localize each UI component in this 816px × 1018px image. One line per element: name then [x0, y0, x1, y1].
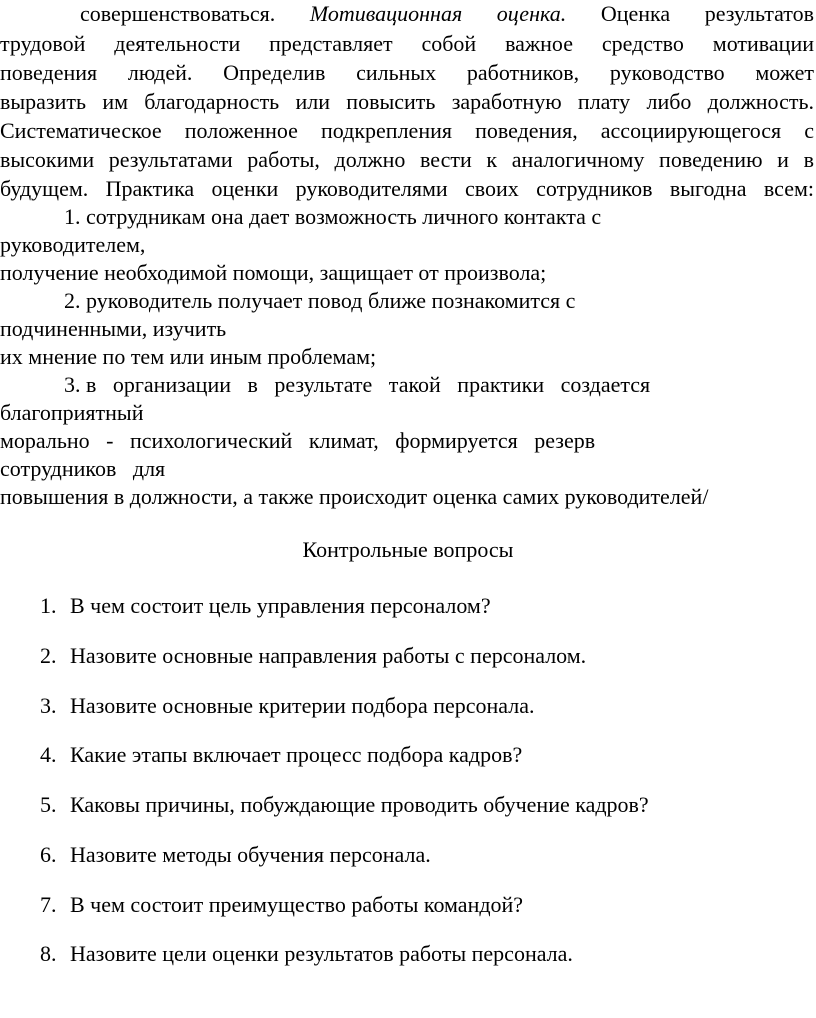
list-item-3-line-2: благоприятный — [0, 400, 144, 425]
list-item-2-line-3: их мнение по тем или иным проблемам; — [0, 344, 377, 369]
question-item — [40, 940, 573, 968]
question-number: 2. — [40, 643, 57, 668]
question-item — [40, 741, 522, 769]
question-item — [40, 891, 523, 919]
paragraph-line-4: выразить им благодарность или повысить заработную плату либо должность. — [0, 89, 814, 114]
list-item-1-line-2: руководителем, — [0, 232, 146, 257]
question-text: Назовите методы обучения персонала. — [70, 842, 431, 867]
question-item — [40, 592, 491, 620]
question-text: Какие этапы включает процесс подбора кадров? — [70, 742, 523, 767]
paragraph-italic-phrase: Мотивационная оценка. — [309, 1, 567, 26]
question-number: 8. — [40, 941, 57, 966]
question-number: 3. — [40, 693, 57, 718]
question-item — [40, 642, 586, 670]
list-item-1-line-1: 1. сотрудникам она дает возможность личного контакта с — [64, 204, 602, 229]
paragraph-line-2: трудовой деятельности представляет собой важное средство мотивации — [0, 31, 814, 56]
list-item-1-line-3: получение необходимой помощи, защищает от произвола; — [0, 260, 547, 285]
question-number: 1. — [40, 593, 57, 618]
list-item-2-line-2: подчиненными, изучить — [0, 316, 227, 341]
paragraph-line-3: поведения людей. Определив сильных работников, руководство может — [0, 60, 814, 85]
question-text: В чем состоит преимущество работы командой? — [70, 892, 524, 917]
question-item — [40, 791, 649, 819]
paragraph-line-1 — [80, 0, 814, 28]
paragraph-line-6: высокими результатами работы, должно вести к аналогичному поведению и в — [0, 147, 814, 172]
question-text: Каковы причины, побуждающие проводить обучение кадров? — [70, 792, 649, 817]
list-item-2-line-1: 2. руководитель получает повод ближе познакомится с — [64, 288, 576, 313]
paragraph-line-7: будущем. Практика оценки руководителями своих сотрудников выгодна всем: — [0, 176, 814, 201]
question-text: Назовите основные критерии подбора персонала. — [70, 693, 535, 718]
list-item-3-line-3: морально - психологический климат, формируется резерв — [0, 428, 596, 453]
question-text: Назовите цели оценки результатов работы персонала. — [70, 941, 573, 966]
question-number: 5. — [40, 792, 57, 817]
question-item — [40, 692, 535, 720]
question-text: Назовите основные направления работы с персоналом. — [70, 643, 587, 668]
question-number: 4. — [40, 742, 57, 767]
section-heading: Контрольные вопросы — [302, 537, 514, 562]
paragraph-text-end: Оценка результатов — [600, 1, 814, 26]
list-item-3-line-1: 3. в организации в результате такой практики создается — [64, 372, 651, 397]
question-number: 7. — [40, 892, 57, 917]
question-number: 6. — [40, 842, 57, 867]
question-text: В чем состоит цель управления персоналом? — [70, 593, 491, 618]
list-item-3-line-4: сотрудников для — [0, 456, 166, 481]
paragraph-text-start: совершенствоваться. — [80, 1, 276, 26]
list-item-3-line-5: повышения в должности, а также происходит оценка самих руководителей/ — [0, 484, 709, 509]
paragraph-line-5: Систематическое положенное подкрепления поведения, ассоциирующегося с — [0, 118, 814, 143]
question-item — [40, 841, 431, 869]
